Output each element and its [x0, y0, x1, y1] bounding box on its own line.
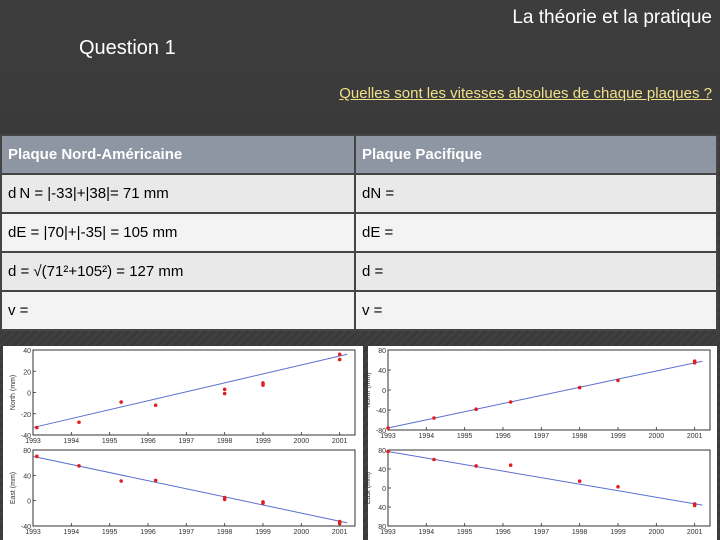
- x-tick-label: 2000: [293, 529, 310, 536]
- north-american-gps-plots: [3, 346, 363, 540]
- cell-d-pacific: d =: [355, 252, 717, 291]
- data-point: [432, 416, 436, 420]
- data-point: [474, 407, 478, 411]
- x-tick-label: 1994: [63, 438, 80, 445]
- x-tick-label: 1997: [533, 529, 550, 536]
- y-tick-label: -40: [20, 524, 31, 531]
- x-tick-label: 1999: [610, 433, 626, 440]
- x-tick-label: 2000: [648, 433, 665, 440]
- data-point: [616, 485, 620, 489]
- header-north-american: Plaque Nord-Américaine: [1, 135, 355, 174]
- cell-d-north-american: d = √(71²+105²) = 127 mm: [1, 252, 355, 291]
- y-tick-label: -80: [375, 428, 386, 435]
- plot-left-north: [10, 348, 355, 445]
- cell-dn-pacific: dN =: [355, 174, 717, 213]
- y-tick-label: -40: [20, 433, 31, 440]
- data-point: [578, 479, 582, 483]
- y-tick-label: 80: [378, 448, 386, 455]
- y-tick-label: 0: [27, 498, 31, 506]
- x-tick-label: 1996: [140, 438, 156, 445]
- x-tick-label: 1996: [495, 529, 511, 536]
- x-tick-label: 2001: [331, 529, 348, 536]
- x-tick-label: 1998: [216, 529, 233, 536]
- data-point: [338, 522, 342, 526]
- north-american-gps-chart: [3, 346, 363, 540]
- pacific-gps-plots: [365, 346, 717, 540]
- plot-right-east: [365, 448, 710, 536]
- question-heading: Question 1: [79, 37, 176, 59]
- x-tick-label: 1995: [101, 438, 118, 445]
- x-tick-label: 1993: [380, 433, 396, 440]
- y-tick-label: 40: [23, 348, 31, 355]
- cell-v-pacific: v =: [355, 291, 717, 330]
- x-tick-label: 1998: [571, 529, 588, 536]
- y-tick-label: 40: [378, 505, 386, 512]
- x-tick-label: 1997: [178, 529, 195, 536]
- table-row: [1, 213, 717, 252]
- x-tick-label: 1998: [571, 433, 588, 440]
- y-tick-label: -40: [375, 408, 386, 415]
- y-tick-label: -20: [20, 411, 31, 419]
- data-point: [261, 501, 265, 505]
- data-point: [386, 426, 390, 430]
- data-point: [35, 426, 39, 430]
- data-point: [261, 381, 265, 385]
- table-header-row: [1, 135, 717, 174]
- data-point: [338, 358, 342, 362]
- data-point: [474, 464, 478, 468]
- x-tick-label: 1997: [178, 438, 195, 445]
- table-row: [1, 291, 717, 330]
- x-tick-label: 2001: [686, 529, 703, 536]
- x-tick-label: 2001: [331, 438, 348, 445]
- y-tick-label: 40: [378, 368, 386, 375]
- data-point: [223, 392, 227, 396]
- plot-right-north: [365, 348, 710, 440]
- data-point: [432, 458, 436, 462]
- data-point: [154, 479, 158, 483]
- x-tick-label: 1996: [495, 433, 511, 440]
- y-axis-label: North (mm): [10, 374, 17, 411]
- plot-left-east: [10, 448, 355, 536]
- header-pacific: Plaque Pacifique: [355, 135, 717, 174]
- x-tick-label: 1998: [216, 438, 233, 445]
- plot-frame: [33, 350, 355, 435]
- y-tick-label: 40: [378, 467, 386, 474]
- y-tick-label: 80: [378, 524, 386, 531]
- plot-frame: [388, 450, 710, 526]
- y-tick-label: 0: [27, 390, 31, 398]
- x-tick-label: 1993: [25, 438, 41, 445]
- data-point: [578, 386, 582, 390]
- cell-dn-north-american: d N = |-33|+|38|= 71 mm: [1, 174, 355, 213]
- slide-title: La théorie et la pratique: [512, 7, 712, 28]
- cell-de-north-american: dE = |70|+|-35| = 105 mm: [1, 213, 355, 252]
- data-point: [223, 498, 227, 502]
- data-point: [509, 463, 513, 467]
- y-tick-label: 20: [23, 369, 31, 377]
- data-point: [693, 504, 697, 508]
- x-tick-label: 2000: [648, 529, 665, 536]
- x-tick-label: 1994: [418, 433, 435, 440]
- cell-v-north-american: v =: [1, 291, 355, 330]
- cell-de-pacific: dE =: [355, 213, 717, 252]
- x-tick-label: 1999: [255, 529, 271, 536]
- y-tick-label: 0: [382, 388, 386, 395]
- x-tick-label: 1999: [610, 529, 626, 536]
- data-point: [616, 379, 620, 383]
- data-point: [223, 388, 227, 392]
- data-point: [77, 420, 81, 424]
- data-point: [693, 361, 697, 365]
- x-tick-label: 1997: [533, 433, 550, 440]
- x-tick-label: 1999: [255, 438, 271, 445]
- question-text-link[interactable]: Quelles sont les vitesses absolues de chaque plaques ?: [339, 85, 712, 102]
- y-axis-label: North (mm): [365, 372, 372, 408]
- data-point: [77, 464, 81, 468]
- data-point: [386, 450, 390, 454]
- data-point: [119, 400, 123, 404]
- x-tick-label: 1993: [25, 529, 41, 536]
- data-point: [509, 400, 513, 404]
- x-tick-label: 1993: [380, 529, 396, 536]
- y-axis-label: East (mm): [365, 471, 372, 505]
- x-tick-label: 1996: [140, 529, 156, 536]
- x-tick-label: 2000: [293, 438, 310, 445]
- data-point: [119, 479, 123, 483]
- y-tick-label: 0: [382, 486, 386, 493]
- x-tick-label: 1995: [456, 433, 473, 440]
- x-tick-label: 1995: [101, 529, 118, 536]
- y-tick-label: 80: [378, 348, 386, 355]
- table-row: [1, 252, 717, 291]
- x-tick-label: 1995: [456, 529, 473, 536]
- y-tick-label: 40: [23, 473, 31, 481]
- pacific-gps-chart: [365, 346, 717, 540]
- y-axis-label: East (mm): [10, 471, 17, 505]
- x-tick-label: 1994: [63, 529, 80, 536]
- table-row: [1, 174, 717, 213]
- x-tick-label: 2001: [686, 433, 703, 440]
- y-tick-label: 80: [23, 448, 31, 455]
- data-point: [154, 403, 158, 407]
- plates-table: [0, 134, 718, 331]
- data-point: [35, 455, 39, 459]
- x-tick-label: 1994: [418, 529, 435, 536]
- data-point: [338, 352, 342, 356]
